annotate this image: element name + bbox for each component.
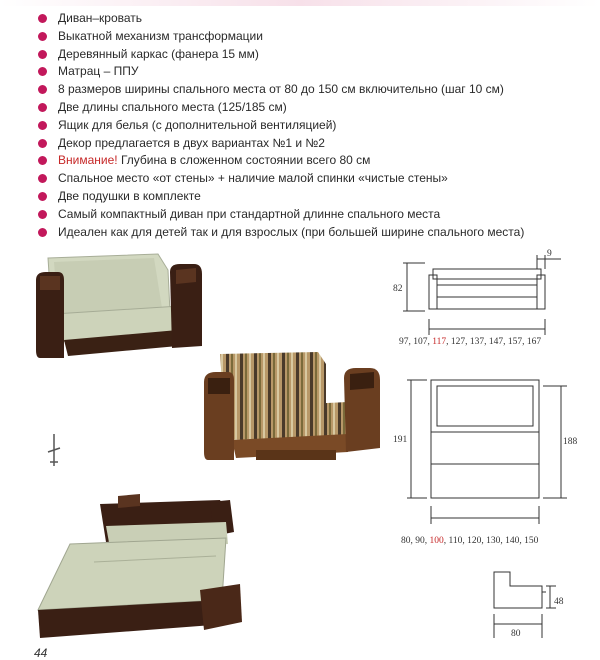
bullet-icon — [38, 174, 47, 183]
sofa-photo-unfolded — [30, 492, 252, 652]
bullet-icon — [38, 192, 47, 201]
side-view — [494, 572, 556, 638]
feature-text: Спальное место «от стены» + наличие малой спинки «чистые стены» — [58, 171, 448, 186]
feature-text: Выкатной механизм трансформации — [58, 28, 263, 43]
bullet-icon — [38, 14, 47, 23]
bullet-icon — [38, 210, 47, 219]
feature-item — [38, 10, 524, 28]
feature-text: Деревянный каркас (фанера 15 мм) — [58, 46, 259, 61]
feature-item — [38, 170, 524, 188]
bullet-icon — [38, 156, 47, 165]
front-widths-label — [399, 337, 541, 347]
bullet-icon — [38, 85, 47, 94]
diagram-side — [480, 562, 580, 646]
sofa-light-closed — [36, 254, 202, 358]
feature-text: Две подушки в комплекте — [58, 188, 201, 203]
page-number: 44 — [34, 646, 48, 660]
front-height-label: 82 — [393, 284, 403, 294]
top-length-right: 188 — [563, 437, 578, 447]
diagram-front — [385, 245, 580, 355]
front-widths-after: , 127, 137, 147, 157, 167 — [446, 337, 542, 347]
feature-text: Глубина в сложенном состоянии всего 80 см — [117, 153, 371, 168]
feature-list — [38, 10, 524, 241]
bullet-icon — [38, 50, 47, 59]
feature-text: 8 размеров ширины спального места от 80 до 150 см включительно (шаг 10 см) — [58, 82, 504, 97]
side-depth-label: 80 — [511, 629, 521, 639]
feature-item — [38, 117, 524, 135]
top-widths-after: , 110, 120, 130, 140, 150 — [443, 536, 539, 546]
front-depth-label: 9 — [547, 249, 552, 259]
diagram-top — [385, 372, 585, 554]
front-width-highlight: 117 — [432, 337, 447, 347]
bullet-icon — [38, 228, 47, 237]
decor-mark — [44, 432, 64, 472]
feature-text: Диван–кровать — [58, 11, 143, 25]
top-widths-label — [401, 536, 539, 546]
feature-text: Идеален как для детей так и для взрослых (при большей ширине спального места) — [58, 224, 525, 239]
sofa-photo-light — [30, 250, 215, 370]
warning-label: Внимание! — [58, 153, 118, 168]
sofa-photo-striped — [198, 348, 388, 478]
top-widths-before: 80, 90, — [401, 536, 430, 546]
front-widths-before: 97, 107, — [399, 337, 433, 347]
top-length-left: 191 — [393, 435, 408, 445]
bullet-icon — [38, 103, 47, 112]
bullet-icon — [38, 139, 47, 148]
feature-item — [38, 81, 524, 99]
feature-text: Самый компактный диван при стандартной длинне спального места — [58, 206, 441, 221]
feature-item — [38, 135, 524, 153]
feature-item — [38, 99, 524, 117]
feature-text: Декор предлагается в двух вариантах №1 и №2 — [58, 135, 325, 150]
feature-text: Матрац – ППУ — [58, 64, 139, 79]
bullet-icon — [38, 32, 47, 41]
feature-item — [38, 63, 524, 81]
feature-item — [38, 28, 524, 46]
top-view — [407, 380, 567, 524]
front-view — [403, 255, 561, 335]
top-width-highlight: 100 — [429, 536, 444, 546]
feature-item — [38, 46, 524, 64]
feature-item — [38, 206, 524, 224]
bullet-icon — [38, 121, 47, 130]
feature-text: Ящик для белья (с дополнительной вентиляцией) — [58, 117, 337, 132]
sofa-light-unfolded — [38, 494, 242, 638]
feature-item — [38, 188, 524, 206]
feature-item — [38, 152, 524, 170]
feature-text: Две длины спального места (125/185 см) — [58, 99, 287, 114]
sofa-striped — [204, 352, 380, 460]
side-height-label: 48 — [554, 597, 564, 607]
header-band — [0, 0, 600, 6]
feature-item — [38, 224, 524, 242]
bullet-icon — [38, 67, 47, 76]
